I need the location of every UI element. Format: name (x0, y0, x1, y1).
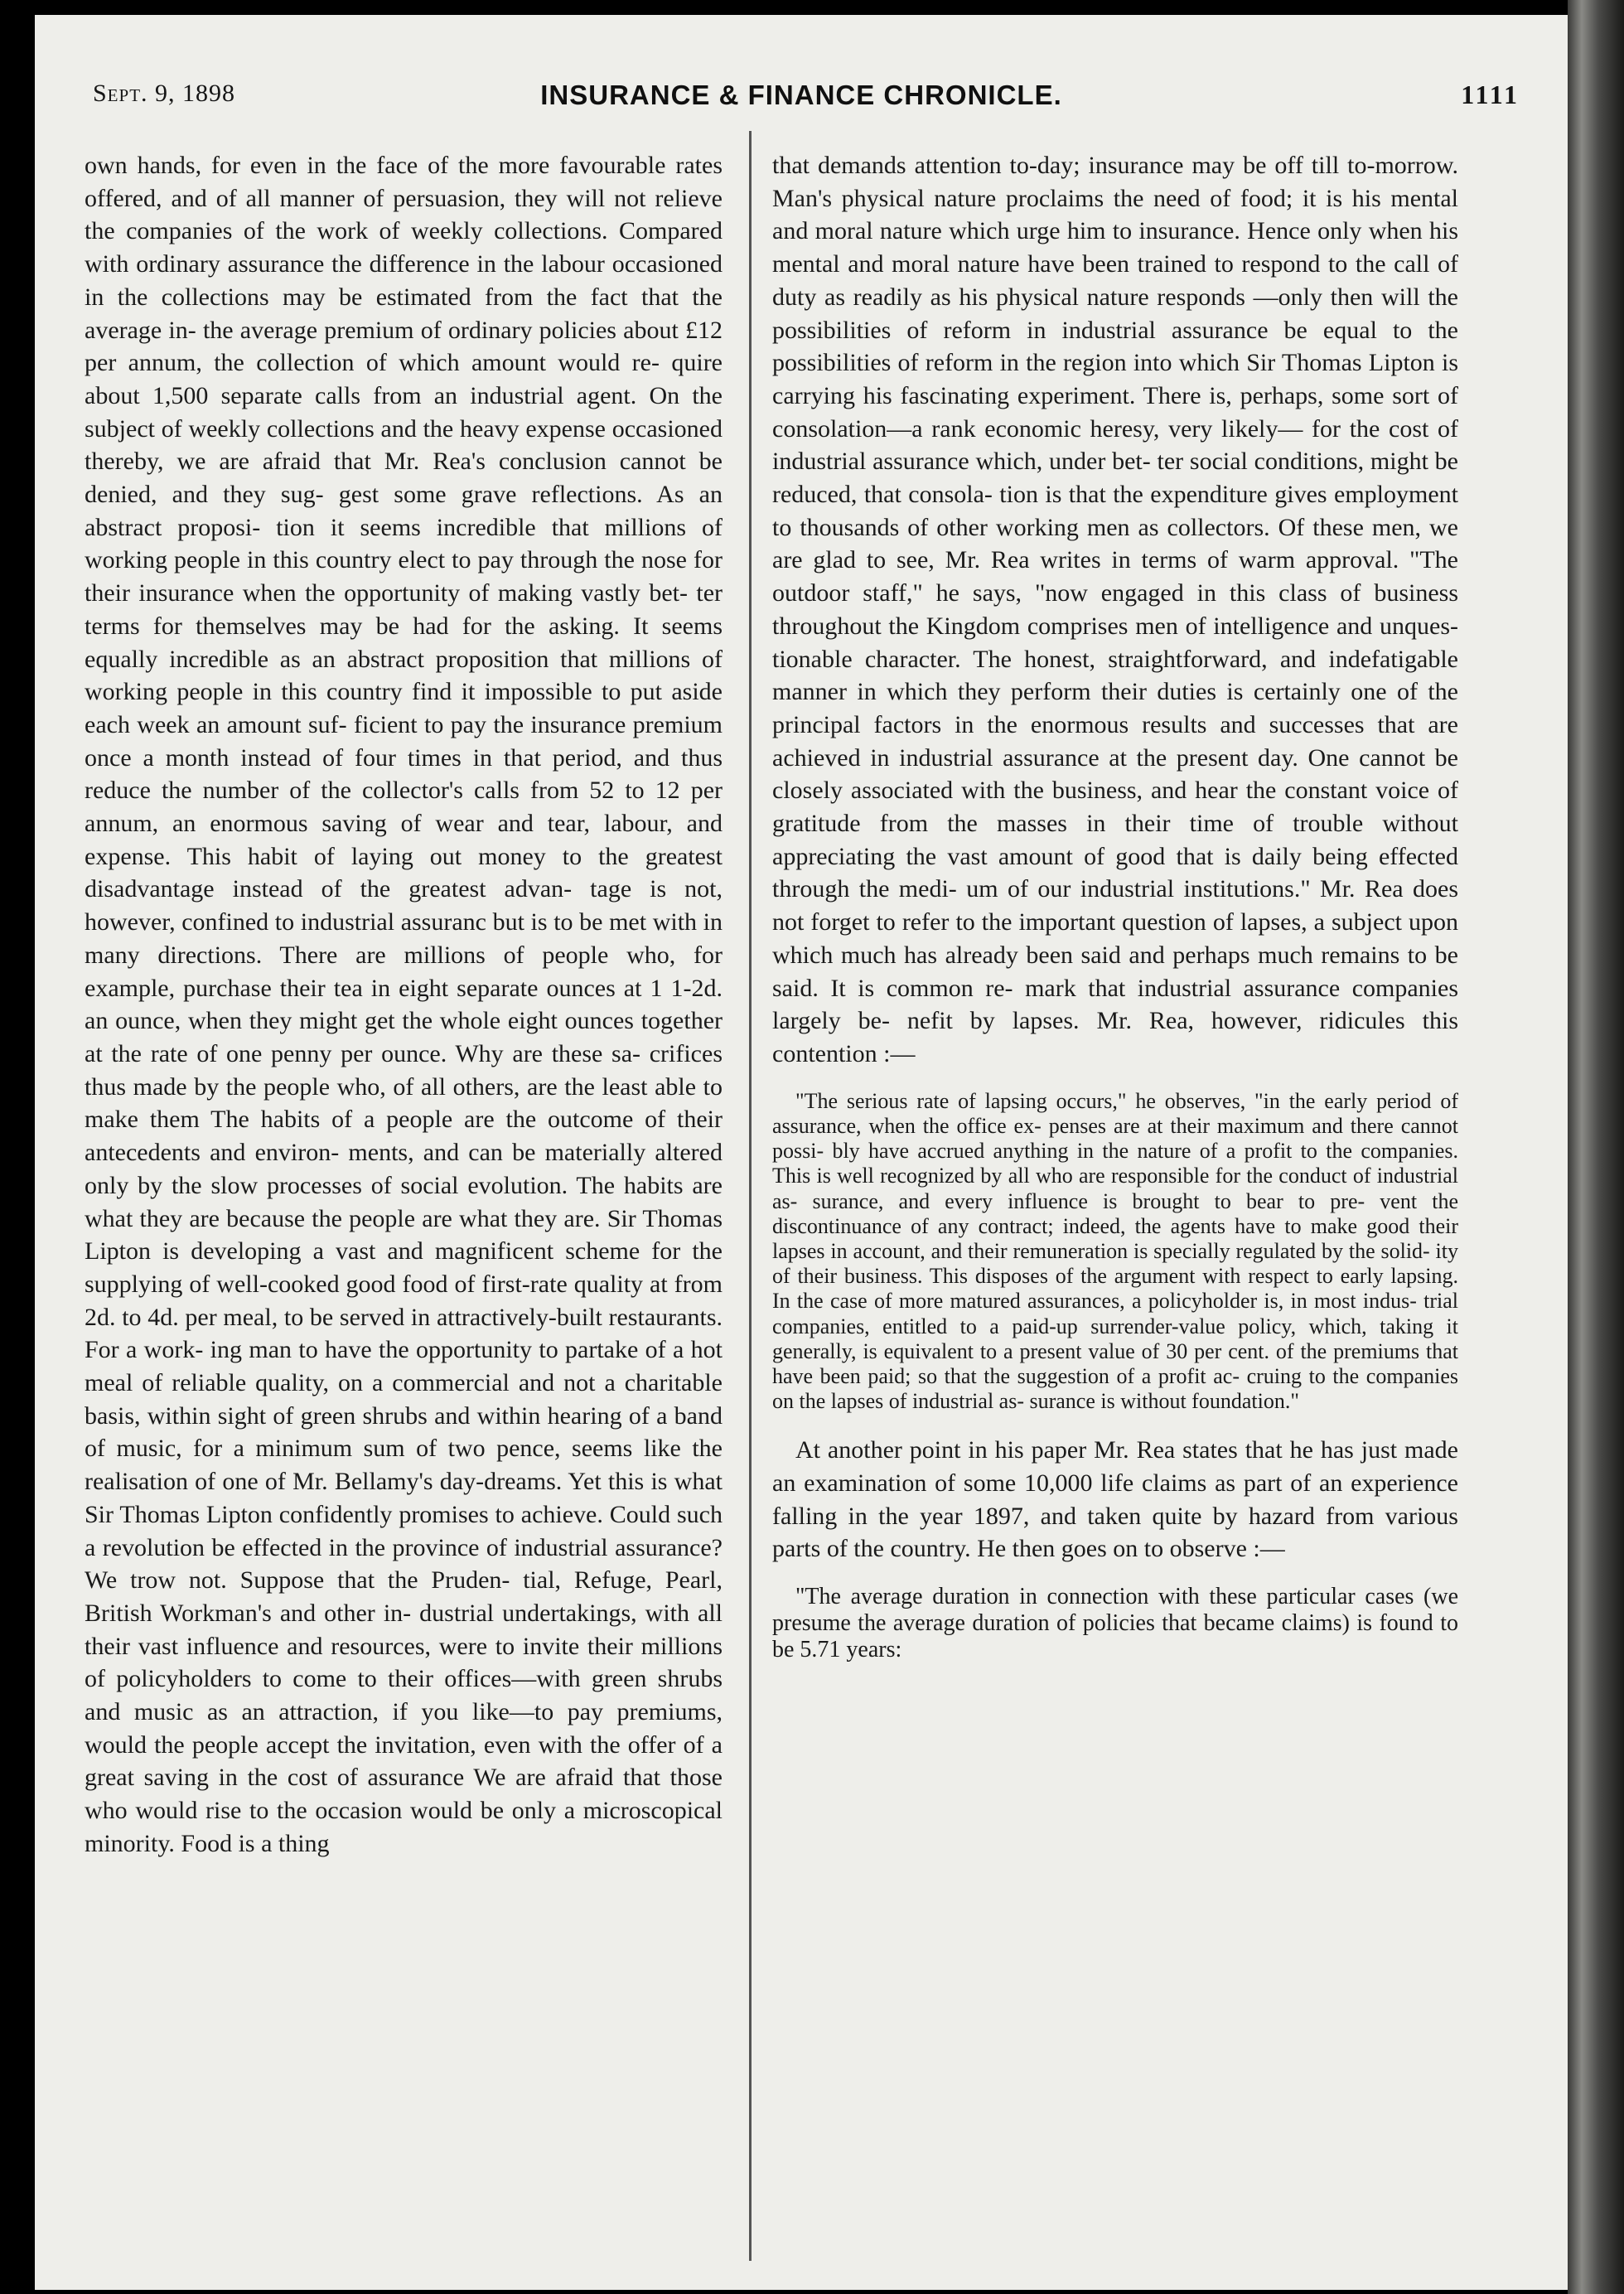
newspaper-page (35, 15, 1568, 2290)
right-column-paragraph-1: that demands attention to-day; insurance may be off till to-morrow. Man's physical nature proclaims the need of food; it is his mental and moral nature which urge him to insurance. Hence only when his mental and moral nature have been trained to respond to the call of duty as readily as his physical nature responds —only then will the possibilities of reform in industrial assurance be equal to the possibilities of reform in the region into which Sir Thomas Lipton is carrying his fascinating experiment. There is, perhaps, some sort of consolation—a rank economic heresy, very likely— for the cost of industrial assurance which, under bet- ter social conditions, might be reduced, that consola- tion is that the expenditure gives employment to thousands of other working men as collectors. Of these men, we are glad to see, Mr. Rea writes in terms of warm approval. "The outdoor staff," he says, "now engaged in this class of business throughout the Kingdom comprises men of intelligence and unques- tionable character. The honest, straightforward, and indefatigable manner in which they perform their duties is certainly one of the principal factors in the enormous results and successes that are achieved in industrial assurance at the present day. One cannot be closely associated with the business, and hear the constant voice of gratitude from the masses in their time of trouble without appreciating the vast amount of good that is daily being effected through the medi- um of our industrial institutions." Mr. Rea does not forget to refer to the important question of lapses, a subject upon which much has already been said and perhaps much remains to be said. It is common re- mark that industrial assurance companies largely be- nefit by lapses. Mr. Rea, however, ridicules this contention :— (772, 152, 1458, 1067)
page-binding-edge (1568, 0, 1624, 2294)
rea-quote-duration: "The average duration in connection with these particular cases (we presume the average duration of policies that became claims) is found to be 5.71 years: (772, 1584, 1458, 1663)
header-date: Sept. 9, 1898 (93, 80, 236, 107)
page-number: 1111 (1461, 80, 1520, 109)
right-column-paragraph-2: At another point in his paper Mr. Rea states that he has just made an examination of some 10,000 life claims as part of an experience falling in the year 1897, and taken quite by hazard from various parts of the country. He then goes on to observe :— (772, 1436, 1458, 1563)
left-column-text: own hands, for even in the face of the more favourable rates offered, and of all manner of persuasion, they will not relieve the companies of the work of weekly collections. Compared with ordinary assurance the difference in the labour occasioned in the collections may be estimated from the fact that the average in- the average premium of ordinary policies about £12 per annum, the collection of which amount would re- quire about 1,500 separate calls from an industrial agent. On the subject of weekly collections and the heavy expense occasioned thereby, we are afraid that Mr. Rea's conclusion cannot be denied, and they sug- gest some grave reflections. As an abstract proposi- tion it seems incredible that millions of working people in this country elect to pay through the nose for their insurance when the opportunity of making vastly bet- ter terms for themselves may be had for the asking. It seems equally incredible as an abstract proposition that millions of working people in this country find it impossible to put aside each week an amount suf- ficient to pay the insurance premium once a month instead of four times in that period, and thus reduce the number of the collector's calls from 52 to 12 per annum, an enormous saving of wear and tear, labour, and expense. This habit of laying out money to the greatest disadvantage instead of the greatest advan- tage is not, however, confined to industrial assuranc but is to be met with in many directions. There are millions of people who, for example, purchase their tea in eight separate ounces at 1 1-2d. an ounce, when they might get the whole eight ounces together at the rate of one penny per ounce. Why are these sa- crifices thus made by the people who, of all others, are the least able to make them The habits of a people are the outcome of their antecedents and environ- ments, and can be materially altered only by the slow processes of social evolution. The habits are what they are because the people are what they are. Sir Thomas Lipton is developing a vast and magnificent scheme for the supplying of well-cooked good food of first-rate quality at from 2d. to 4d. per meal, to be served in attractively-built restaurants. For a work- ing man to have the opportunity to partake of a hot meal of reliable quality, on a commercial and not a charitable basis, within sight of green shrubs and within hearing of a band of music, for a minimum sum of two pence, seems like the realisation of one of Mr. Bellamy's day-dreams. Yet this is what Sir Thomas Lipton confidently promises to achieve. Could such a revolution be effected in the province of industrial assurance? We trow not. Suppose that the Pruden- tial, Refuge, Pearl, British Workman's and other in- dustrial undertakings, with all their vast influence and resources, were to invite their millions of policyholders to come to their offices—with green shrubs and music as an attraction, if you like—to pay premiums, would the people accept the invitation, even with the offer of a great saving in the cost of assurance We are afraid that those who would rise to the occasion would be only a microscopical minority. Food is a thing (85, 152, 723, 1857)
publication-title: INSURANCE & FINANCE CHRONICLE. (540, 80, 1062, 110)
rea-quote-lapses: "The serious rate of lapsing occurs," he observes, "in the early period of assurance, when the office ex- penses are at their maximum and there cannot possi- bly have accrued anything in the nature of a profit to the companies. This is well recognized by all who are responsible for the conduct of industrial as- surance, and every influence is brought to bear to pre- vent the discontinuance of any contract; indeed, the agents have to make good their lapses in account, and their remuneration is specially regulated by the solid- ity of their business. This disposes of the argument with respect to early lapsing. In the case of more matured assurances, a policyholder is, in most indus- trial companies, entitled to a paid-up surrender-value policy, which, taking it generally, is equivalent to a present value of 30 per cent. of the premiums that have been paid; so that the suggestion of a profit ac- cruing to the companies on the lapses of industrial as- surance is without foundation." (772, 1088, 1458, 1414)
left-column (85, 149, 723, 1861)
right-column (772, 149, 1458, 1663)
page-header (35, 80, 1568, 129)
column-divider (749, 131, 752, 2261)
